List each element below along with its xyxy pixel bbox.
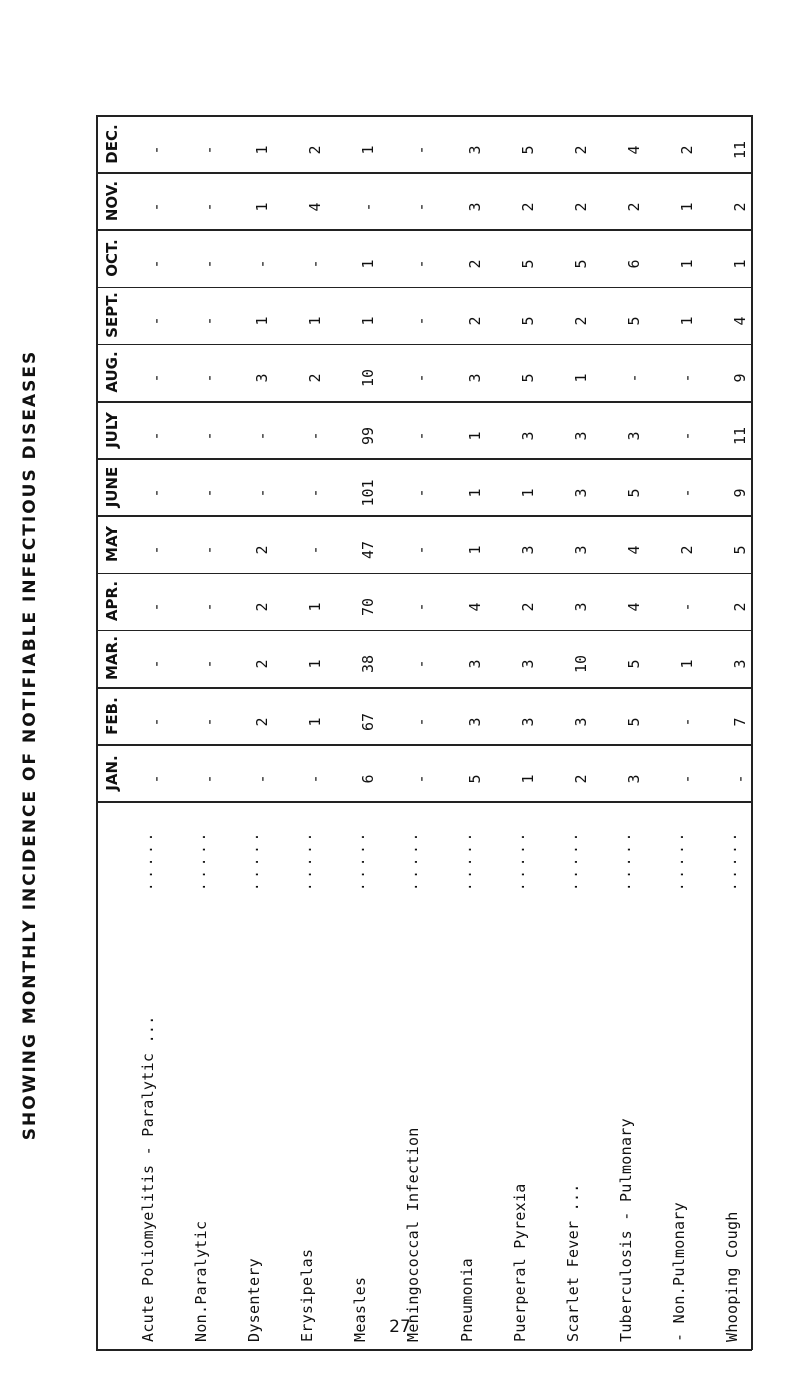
cell-value-text: - xyxy=(306,431,325,441)
cell-value-text: - xyxy=(147,373,165,383)
disease-label-text: Measles xyxy=(351,1276,370,1342)
cell-value-text: 1 xyxy=(359,259,378,269)
cell-value-text: - xyxy=(677,717,696,727)
cell-value-text: - xyxy=(147,602,165,612)
cell-value-text: 2 xyxy=(677,545,696,555)
cell-value-text: 2 xyxy=(253,602,272,612)
cell-value-text: 11 xyxy=(731,426,749,445)
cell-value-text: 1 xyxy=(306,316,325,326)
cell-value-text: 4 xyxy=(624,145,643,155)
disease-label-text: Pneumonia xyxy=(457,1258,476,1342)
cell-value-text: 1 xyxy=(359,316,378,326)
cell-value-text: 5 xyxy=(624,659,643,669)
cell-value-text: - xyxy=(147,774,165,784)
cell-value-text: - xyxy=(253,431,272,441)
cell-value-text: 3 xyxy=(465,659,484,669)
cell-value-text: 3 xyxy=(518,431,537,441)
cell-value-text: 3 xyxy=(624,431,643,441)
month-label: MAY xyxy=(103,526,121,562)
month-separator xyxy=(96,172,752,174)
cell-value-text: - xyxy=(412,659,431,669)
cell-value-text: 1 xyxy=(253,202,272,212)
cell-value-text: 2 xyxy=(677,145,696,155)
cell-value-text: - xyxy=(147,259,165,269)
cell-value-text: 3 xyxy=(465,202,484,212)
cell-value-text: - xyxy=(200,145,219,155)
cell-value-text: - xyxy=(677,431,696,441)
month-label: JULY xyxy=(103,411,121,448)
dot-leader-text: ..... xyxy=(140,829,156,892)
cell-value-text: - xyxy=(253,774,272,784)
cell-value-text: 5 xyxy=(518,259,537,269)
cell-value-text: - xyxy=(200,431,219,441)
month-label: JAN. xyxy=(103,755,121,791)
cell-value-text: 1 xyxy=(253,145,272,155)
cell-value-text: 3 xyxy=(518,659,537,669)
cell-value-text: 2 xyxy=(465,259,484,269)
cell-value-text: - xyxy=(412,602,431,612)
cell-value-text: 1 xyxy=(465,545,484,555)
cell-value-text: 3 xyxy=(571,602,590,612)
disease-label-text: Erysipelas xyxy=(298,1248,317,1342)
cell-value-text: - xyxy=(200,774,219,784)
cell-value-text: 9 xyxy=(731,488,749,498)
cell-value-text: - xyxy=(200,316,219,326)
month-separator xyxy=(96,401,752,403)
month-separator xyxy=(96,458,752,460)
month-label: SEPT. xyxy=(103,292,121,339)
cell-value-text: - xyxy=(412,488,431,498)
cell-value-text: - xyxy=(412,545,431,555)
month-label: OCT. xyxy=(103,239,121,277)
cell-value-text: 10 xyxy=(359,369,378,388)
cell-value-text: 10 xyxy=(571,655,590,674)
cell-value-text: 101 xyxy=(359,479,378,507)
cell-value-text: - xyxy=(147,545,165,555)
page-number: 27 xyxy=(389,1317,411,1337)
cell-value-text: 2 xyxy=(571,145,590,155)
disease-label-text: Whooping Cough xyxy=(723,1211,741,1342)
cell-value-text: 5 xyxy=(624,316,643,326)
cell-value-text: 5 xyxy=(731,545,749,555)
cell-value-text: 3 xyxy=(253,373,272,383)
cell-value-text: 2 xyxy=(571,202,590,212)
cell-value-text: 11 xyxy=(731,140,749,159)
cell-value-text: - xyxy=(147,316,165,326)
month-separator xyxy=(96,573,752,575)
cell-value-text: - xyxy=(412,145,431,155)
cell-value-text: - xyxy=(677,774,696,784)
cell-value-text: 5 xyxy=(571,259,590,269)
cell-value-text: - xyxy=(412,431,431,441)
cell-value-text: 99 xyxy=(359,426,378,445)
cell-value-text: 2 xyxy=(465,316,484,326)
cell-value-text: - xyxy=(412,202,431,212)
cell-value-text: - xyxy=(253,259,272,269)
cell-value-text: 6 xyxy=(359,774,378,784)
month-separator xyxy=(96,630,752,632)
cell-value-text: - xyxy=(200,202,219,212)
cell-value-text: 1 xyxy=(677,659,696,669)
cell-value-text: - xyxy=(147,488,165,498)
cell-value-text: - xyxy=(147,717,165,727)
cell-value-text: 1 xyxy=(677,259,696,269)
month-label: APR. xyxy=(103,581,121,622)
cell-value-text: 1 xyxy=(571,373,590,383)
cell-value-text: 3 xyxy=(731,659,749,669)
table-bottom-rule xyxy=(96,1349,752,1351)
cell-value-text: - xyxy=(412,373,431,383)
cell-value-text: - xyxy=(412,316,431,326)
cell-value-text: 2 xyxy=(253,659,272,669)
cell-value-text: - xyxy=(200,488,219,498)
cell-value-text: 1 xyxy=(465,488,484,498)
cell-value-text: - xyxy=(147,659,165,669)
cell-value-text: 1 xyxy=(518,774,537,784)
cell-value-text: 4 xyxy=(624,602,643,612)
cell-value-text: 2 xyxy=(624,202,643,212)
disease-label-text: Acute Poliomyelitis - Paralytic ... xyxy=(139,1015,157,1342)
cell-value-text: 3 xyxy=(624,774,643,784)
cell-value-text: - xyxy=(624,373,643,383)
dot-leader-text: ..... xyxy=(246,829,263,892)
cell-value-text: 47 xyxy=(359,540,378,560)
cell-value-text: - xyxy=(731,774,749,784)
cell-value-text: 7 xyxy=(731,717,749,727)
disease-label-text: Scarlet Fever ... xyxy=(563,1183,582,1342)
cell-value-text: - xyxy=(147,145,165,155)
month-separator xyxy=(96,344,752,346)
month-label: AUG. xyxy=(103,351,121,394)
cell-value-text: 2 xyxy=(253,545,272,555)
cell-value-text: 5 xyxy=(518,145,537,155)
dot-leader-text: ..... xyxy=(352,829,369,892)
cell-value-text: 3 xyxy=(571,545,590,555)
cell-value-text: - xyxy=(200,717,219,727)
cell-value-text: - xyxy=(412,717,431,727)
dot-leader-text: ..... xyxy=(617,829,634,892)
dot-leader-text: ..... xyxy=(405,829,422,892)
month-separator xyxy=(96,229,752,231)
cell-value-text: - xyxy=(412,774,431,784)
page-heading-text: SHOWING MONTHLY INCIDENCE OF NOTIFIABLE INFECTIOUS DISEASES xyxy=(20,349,40,1141)
disease-label-text: Meningococcal Infection xyxy=(404,1127,423,1342)
disease-label-text: - Non.Pulmonary xyxy=(669,1202,688,1342)
incidence-table xyxy=(96,115,752,1350)
cell-value-text: - xyxy=(200,602,219,612)
cell-value-text: 1 xyxy=(518,488,537,498)
cell-value-text: 2 xyxy=(518,602,537,612)
month-label: MAR. xyxy=(103,636,121,681)
cell-value-text: - xyxy=(200,373,219,383)
cell-value-text: - xyxy=(200,259,219,269)
dot-leader-text: ..... xyxy=(511,829,528,892)
cell-value-text: 6 xyxy=(624,259,643,269)
cell-value-text: 4 xyxy=(465,602,484,612)
cell-value-text: 2 xyxy=(731,202,749,212)
cell-value-text: 3 xyxy=(465,373,484,383)
cell-value-text: 1 xyxy=(253,316,272,326)
disease-label-text: Dysentery xyxy=(245,1258,264,1342)
month-label: FEB. xyxy=(103,696,121,735)
dot-leader-text: ..... xyxy=(193,829,210,892)
table-left-rule xyxy=(96,115,98,1350)
dot-leader-text: ..... xyxy=(458,829,475,892)
cell-value-text: - xyxy=(147,431,165,441)
cell-value-text: 4 xyxy=(306,202,325,212)
cell-value-text: - xyxy=(306,259,325,269)
cell-value-text: - xyxy=(306,774,325,784)
cell-value-text: 1 xyxy=(465,431,484,441)
month-separator xyxy=(96,687,752,689)
disease-label-text: Tuberculosis - Pulmonary xyxy=(616,1118,635,1342)
cell-value-text: 9 xyxy=(731,373,749,383)
cell-value-text: 4 xyxy=(731,316,749,326)
cell-value-text: - xyxy=(200,659,219,669)
cell-value-text: 5 xyxy=(624,717,643,727)
cell-value-text: - xyxy=(677,488,696,498)
cell-value-text: 3 xyxy=(571,488,590,498)
month-separator xyxy=(96,515,752,517)
cell-value-text: - xyxy=(412,259,431,269)
cell-value-text: 5 xyxy=(465,774,484,784)
cell-value-text: 4 xyxy=(624,545,643,555)
cell-value-text: 3 xyxy=(518,717,537,727)
cell-value-text: - xyxy=(306,488,325,498)
dot-leader-text: ..... xyxy=(299,829,316,892)
cell-value-text: 1 xyxy=(731,259,749,269)
cell-value-text: - xyxy=(306,545,325,555)
cell-value-text: 5 xyxy=(518,373,537,383)
month-separator xyxy=(96,744,752,746)
cell-value-text: 2 xyxy=(571,316,590,326)
cell-value-text: 3 xyxy=(571,431,590,441)
cell-value-text: 70 xyxy=(359,598,378,617)
cell-value-text: 3 xyxy=(518,545,537,555)
dot-leader-text: ..... xyxy=(564,829,581,892)
table-right-rule xyxy=(751,115,753,1350)
cell-value-text: 2 xyxy=(571,774,590,784)
disease-label-text: Non.Paralytic xyxy=(192,1220,211,1342)
month-separator xyxy=(96,287,752,289)
cell-value-text: 1 xyxy=(359,145,378,155)
cell-value-text: 38 xyxy=(359,655,378,674)
disease-label-text: Puerperal Pyrexia xyxy=(510,1183,529,1342)
cell-value-text: 1 xyxy=(306,659,325,669)
cell-value-text: 3 xyxy=(571,717,590,727)
cell-value-text: - xyxy=(200,545,219,555)
cell-value-text: 67 xyxy=(359,712,378,731)
cell-value-text: 5 xyxy=(624,488,643,498)
month-label: DEC. xyxy=(103,123,121,164)
cell-value-text: - xyxy=(677,602,696,612)
cell-value-text: - xyxy=(359,202,378,212)
cell-value-text: 2 xyxy=(253,717,272,727)
month-label: JUNE xyxy=(103,466,121,508)
dot-leader-text: ..... xyxy=(724,829,740,892)
cell-value-text: - xyxy=(677,373,696,383)
cell-value-text: 1 xyxy=(677,316,696,326)
cell-value-text: 1 xyxy=(306,602,325,612)
table-top-rule xyxy=(96,115,752,117)
cell-value-text: 2 xyxy=(306,373,325,383)
cell-value-text: 2 xyxy=(518,202,537,212)
cell-value-text: 2 xyxy=(731,602,749,612)
cell-value-text: 5 xyxy=(518,316,537,326)
cell-value-text: 1 xyxy=(306,717,325,727)
cell-value-text: - xyxy=(147,202,165,212)
dot-leader-text: ..... xyxy=(670,829,687,892)
cell-value-text: - xyxy=(253,488,272,498)
cell-value-text: 1 xyxy=(677,202,696,212)
cell-value-text: 3 xyxy=(465,145,484,155)
cell-value-text: 3 xyxy=(465,717,484,727)
month-label: NOV. xyxy=(103,180,121,221)
cell-value-text: 2 xyxy=(306,145,325,155)
label-area-top-rule xyxy=(96,801,752,803)
